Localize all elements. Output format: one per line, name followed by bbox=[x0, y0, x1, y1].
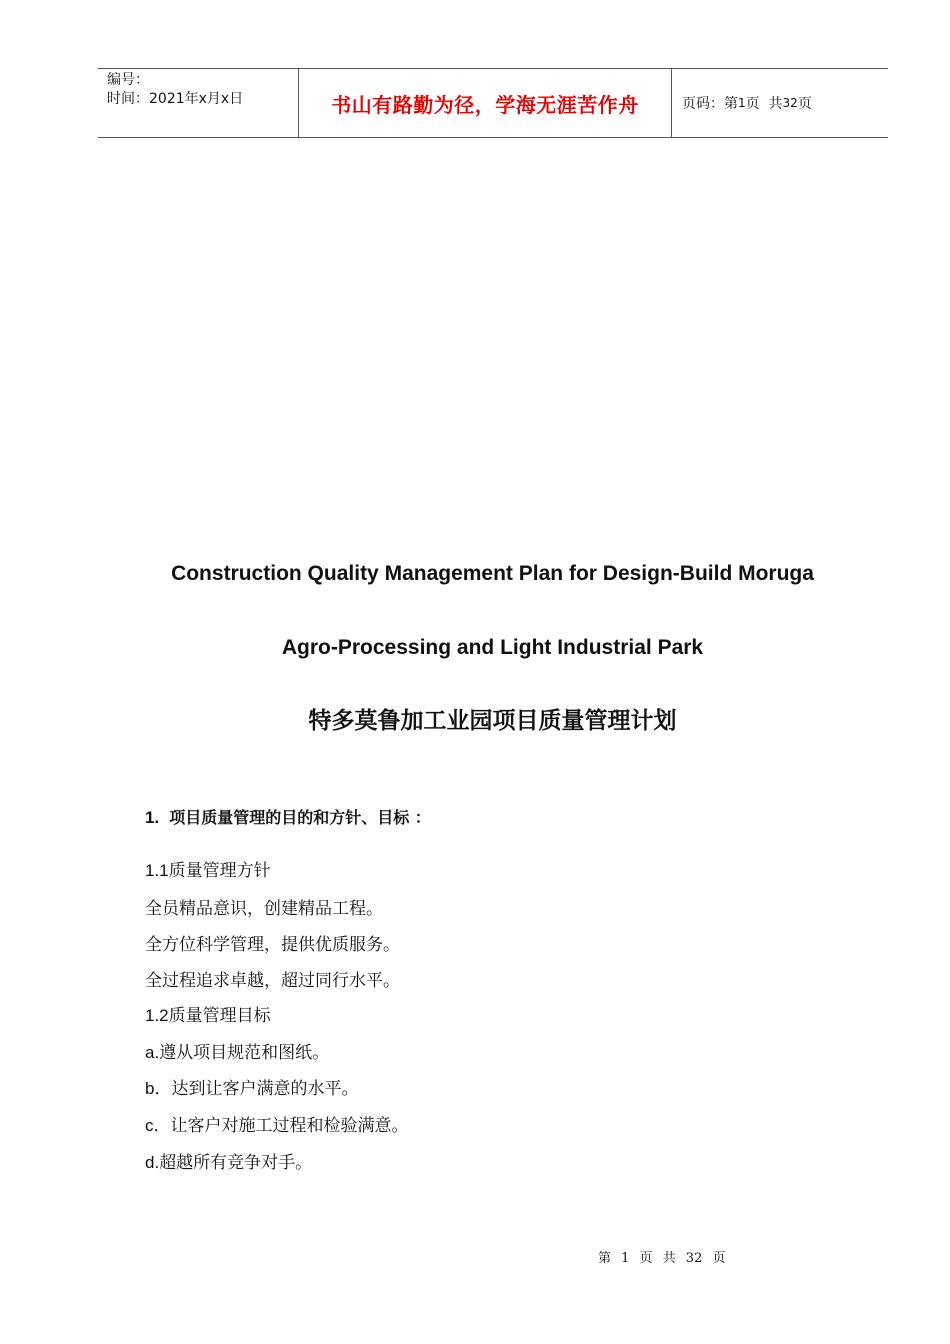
page-prefix: 页码：第 bbox=[682, 96, 738, 112]
title-chinese: 特多莫鲁加工业园项目质量管理计划 bbox=[308, 708, 677, 734]
goal-item bbox=[145, 1111, 409, 1136]
goal-text: 超越所有竞争对手。 bbox=[159, 1153, 313, 1173]
subsection-1-2-number: 1.2 bbox=[145, 1006, 169, 1025]
goal-item bbox=[145, 1148, 312, 1173]
page-suffix: 页 bbox=[797, 96, 812, 112]
header-motto-cell bbox=[299, 69, 672, 137]
page-total: 32 bbox=[782, 96, 798, 110]
subsection-1-2-title: 质量管理目标 bbox=[168, 1006, 271, 1026]
header-meta-cell bbox=[98, 69, 299, 137]
page-footer: 第 1 页 共 32 页 bbox=[598, 1251, 726, 1266]
goal-text: 让客户对施工过程和检验满意。 bbox=[170, 1116, 409, 1136]
goal-item bbox=[145, 1074, 358, 1099]
goal-item bbox=[145, 1038, 329, 1063]
policy-item: 全过程追求卓越，超过同行水平。 bbox=[145, 971, 400, 991]
date-label: 时间：2021年x月x日 bbox=[107, 91, 244, 107]
subsection-1-1-title: 质量管理方针 bbox=[168, 861, 271, 881]
goal-marker: a. bbox=[145, 1043, 160, 1062]
title-english-line-1: Construction Quality Management Plan for Design-Build Moruga bbox=[171, 562, 814, 585]
title-english-line-2: Agro-Processing and Light Industrial Park bbox=[281, 636, 704, 659]
goal-marker: d. bbox=[145, 1153, 160, 1172]
policy-item: 全员精品意识，创建精品工程。 bbox=[145, 899, 383, 919]
subsection-1-1-number: 1.1 bbox=[145, 861, 169, 880]
serial-label: 编号： bbox=[107, 72, 149, 88]
page-header bbox=[98, 68, 888, 138]
policy-item: 全方位科学管理，提供优质服务。 bbox=[145, 935, 400, 955]
header-page-cell bbox=[672, 69, 888, 137]
goal-text: 遵从项目规范和图纸。 bbox=[159, 1043, 330, 1063]
page-mid: 页 共 bbox=[745, 96, 783, 112]
page-current: 1 bbox=[738, 96, 746, 110]
goal-marker: c． bbox=[145, 1116, 171, 1135]
subsection-1-1 bbox=[145, 856, 271, 881]
section-1-heading bbox=[145, 805, 431, 828]
goal-marker: b． bbox=[145, 1079, 172, 1098]
motto-text: 书山有路勤为径，学海无涯苦作舟 bbox=[331, 92, 639, 117]
section-1-heading-text: 项目质量管理的目的和方针、目标 ： bbox=[169, 808, 431, 827]
goal-text: 达到让客户满意的水平。 bbox=[171, 1079, 359, 1099]
section-1-number: 1. bbox=[145, 808, 160, 827]
subsection-1-2 bbox=[145, 1001, 271, 1026]
